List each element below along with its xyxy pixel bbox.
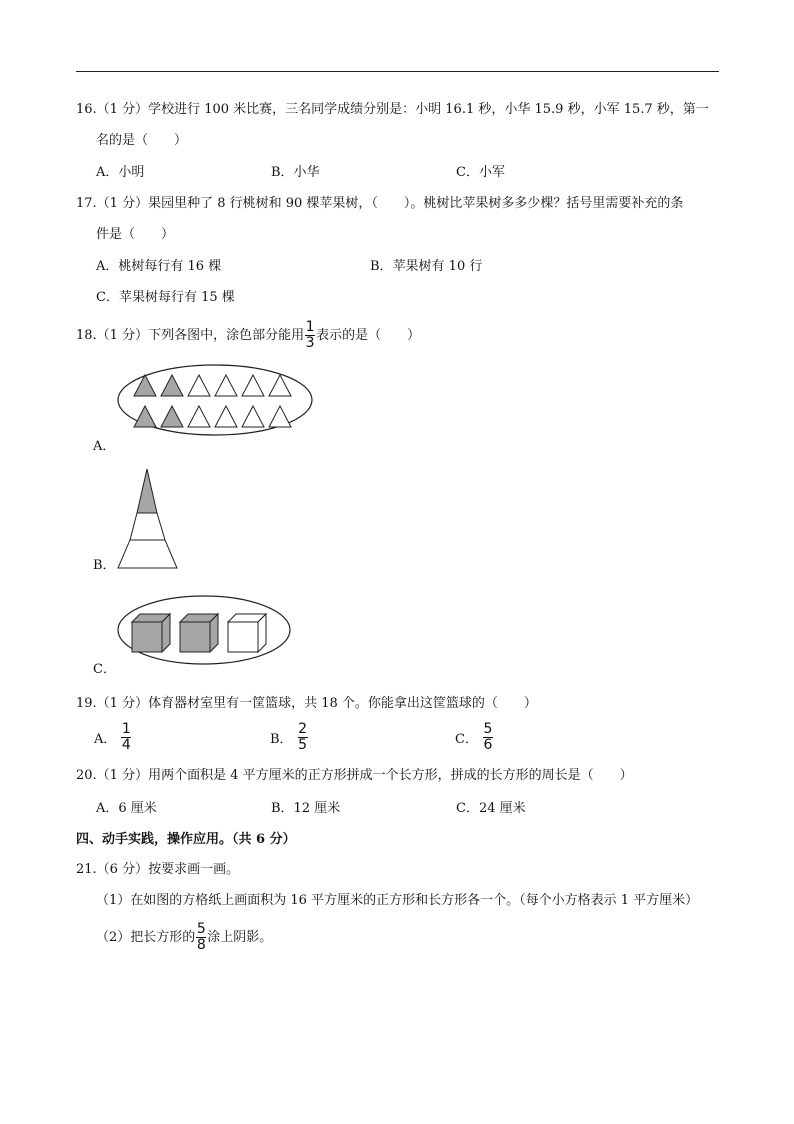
- q16-text-line2: 名的是（ ）: [96, 133, 188, 148]
- q18-option-a[interactable]: A．: [93, 439, 116, 454]
- q17-option-a[interactable]: A．桃树每行有 16 棵: [96, 259, 222, 274]
- triangle-shape: [134, 375, 156, 396]
- q19-option-c-fraction: [483, 722, 493, 753]
- cube-shape: [228, 614, 266, 652]
- q18-frac-num: 1: [305, 319, 315, 335]
- q16-option-a[interactable]: A．小明: [96, 165, 145, 180]
- q17-option-b[interactable]: B．苹果树有 10 行: [370, 259, 483, 274]
- triangle-shape: [242, 375, 264, 396]
- frac-den: 4: [121, 737, 131, 753]
- q17-text-line1: 17.（1 分）果园里种了 8 行桃树和 90 棵苹果树，（ ）。桃树比苹果树多多少棵？括号里需要补充的条: [76, 196, 684, 211]
- q17-option-c[interactable]: C．苹果树每行有 15 棵: [96, 290, 235, 305]
- q18-figure-b: [116, 467, 180, 571]
- frac-num: 5: [483, 721, 493, 737]
- q18-text: [76, 320, 420, 351]
- q21-text: 21.（6 分）按要求画一画。: [76, 862, 240, 877]
- q19-option-b[interactable]: [270, 722, 309, 753]
- q20-option-c[interactable]: C．24 厘米: [456, 801, 526, 816]
- frac-num: 1: [121, 721, 131, 737]
- q18-option-c[interactable]: C．: [93, 662, 116, 677]
- q16-text-line1: 16.（1 分）学校进行 100 米比赛，三名同学成绩分别是：小明 16.1 秒，小华 15.9 秒，小军 15.7 秒，第一: [76, 102, 709, 117]
- q18-fraction: [305, 320, 315, 351]
- frac-den: 8: [196, 937, 206, 953]
- q16-option-c[interactable]: C．小军: [456, 165, 505, 180]
- q18-figure-c: [116, 594, 294, 666]
- q18-figure-a: [116, 362, 316, 438]
- q18-text-prefix: 18.（1 分）下列各图中，涂色部分能用: [76, 328, 305, 343]
- q18-option-b[interactable]: B．: [93, 558, 116, 573]
- triangle-shape: [161, 406, 183, 427]
- q21-sub1: （1）在如图的方格纸上画面积为 16 平方厘米的正方形和长方形各一个。（每个小方格表示 1 平方厘米）: [96, 893, 699, 908]
- q19-option-b-fraction: [298, 722, 308, 753]
- q18-frac-den: 3: [305, 335, 315, 351]
- triangle-shape: [269, 375, 291, 396]
- cube-shape: [132, 614, 170, 652]
- cube-shape: [180, 614, 218, 652]
- header-rule: [76, 71, 719, 72]
- q20-text: 20.（1 分）用两个面积是 4 平方厘米的正方形拼成一个长方形，拼成的长方形的周长是（ ）: [76, 768, 633, 783]
- frac-num: 5: [196, 921, 206, 937]
- triangle-shape: [188, 375, 210, 396]
- triangle-shape: [188, 406, 210, 427]
- q19-option-a-label: A．: [94, 732, 117, 747]
- frac-num: 2: [298, 721, 308, 737]
- triangle-shape: [269, 406, 291, 427]
- q21-sub2-prefix: （2）把长方形的: [96, 930, 196, 945]
- q16-option-b[interactable]: B．小华: [271, 165, 320, 180]
- triangle-shape: [215, 406, 237, 427]
- q17-text-line2: 件是（ ）: [96, 227, 175, 242]
- q21-sub2: [96, 922, 272, 953]
- section-4-heading: 四、动手实践，操作应用。（共 6 分）: [76, 832, 296, 847]
- q21-sub2-fraction: [196, 922, 206, 953]
- q18-text-suffix: 表示的是（ ）: [316, 328, 421, 343]
- q19-option-c-label: C．: [455, 732, 478, 747]
- q19-option-c[interactable]: [455, 722, 494, 753]
- triangle-shape: [161, 375, 183, 396]
- triangle-shape: [215, 375, 237, 396]
- q19-option-b-label: B．: [270, 732, 293, 747]
- q20-option-b[interactable]: B．12 厘米: [271, 801, 341, 816]
- triangle-shape: [134, 406, 156, 427]
- q20-option-a[interactable]: A．6 厘米: [96, 801, 157, 816]
- q19-option-a-fraction: [121, 722, 131, 753]
- frac-den: 6: [483, 737, 493, 753]
- triangle-shape: [242, 406, 264, 427]
- q19-option-a[interactable]: [94, 722, 132, 753]
- q19-text: 19.（1 分）体育器材室里有一筐篮球，共 18 个。你能拿出这筐篮球的（ ）: [76, 696, 537, 711]
- q21-sub2-suffix: 涂上阴影。: [207, 930, 273, 945]
- frac-den: 5: [298, 737, 308, 753]
